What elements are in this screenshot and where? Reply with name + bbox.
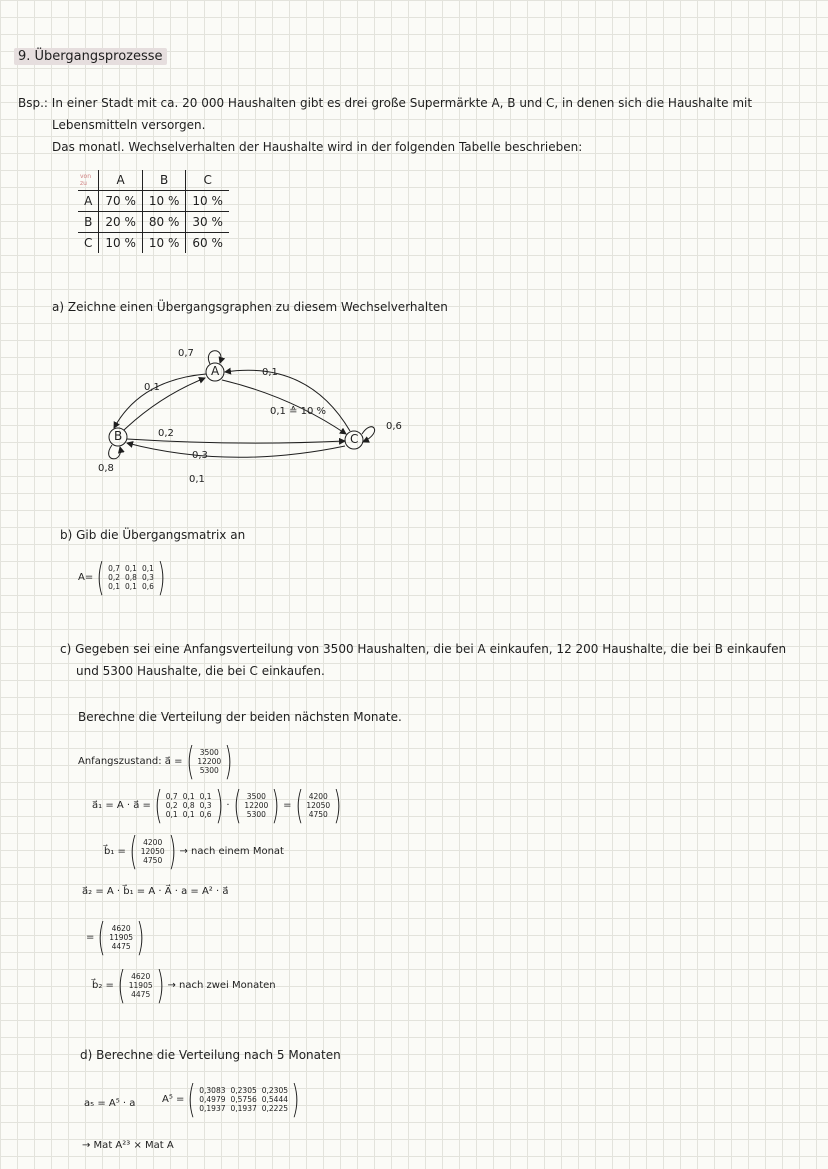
matrix-cell: 0,1937 (199, 1103, 226, 1113)
left-paren: ( (232, 783, 242, 827)
matrix-cell: 0,5444 (261, 1094, 288, 1104)
row-label: C (78, 233, 99, 254)
left-paren: ( (185, 739, 194, 783)
edge-c-b-label: 0,1 (189, 474, 205, 485)
header-b: B (142, 170, 186, 191)
matrix-cell: 0,1 (182, 809, 195, 819)
matrix-cell: 0,6 (199, 809, 212, 819)
intro-line-1: Bsp.: In einer Stadt mit ca. 20 000 Haushalten gibt es drei große Supermärkte A, B und C, in denen sich die Haushalte mit (18, 96, 753, 110)
calc-month-2-result (86, 915, 148, 959)
calc-month-1 (92, 783, 345, 827)
corner-von-label: von (80, 173, 92, 180)
left-paren: ( (187, 1077, 196, 1121)
loop-a-label: 0,7 (178, 348, 194, 359)
table-cell: 10 % (186, 191, 229, 212)
vector-cell: 4200 (308, 791, 328, 801)
table-cell: 70 % (99, 191, 143, 212)
matrix-cell: 0,1 (165, 809, 178, 819)
matrix-cell: 0,7 (108, 563, 120, 573)
edge-b-c (127, 439, 345, 443)
matrix-cell: 0,1 (108, 581, 120, 591)
vector-cell: 4200 (143, 837, 163, 847)
a5-label: A⁵ = (162, 1093, 185, 1105)
vector-cell: 4475 (131, 989, 151, 999)
corner-zu-label: zu (80, 180, 87, 187)
node-b: B (114, 429, 123, 443)
table-cell: 30 % (186, 212, 229, 233)
right-paren: ) (333, 783, 342, 827)
vector-cell: 5300 (199, 765, 219, 775)
right-paren: ) (136, 915, 145, 959)
node-a: A (211, 364, 220, 378)
a5-formula: a₅ = A⁵ · a (84, 1098, 136, 1109)
table-cell: 20 % (99, 212, 143, 233)
table-cell: 10 % (142, 191, 186, 212)
matrix-cell: 0,1 (182, 791, 195, 801)
b2-label: b⃗₂ = (92, 979, 114, 991)
vector-cell: 4620 (111, 923, 131, 933)
right-paren: ) (157, 555, 166, 599)
vector-cell: 11905 (109, 932, 134, 942)
vector-cell: 12050 (306, 800, 331, 810)
b1-vector (104, 829, 284, 873)
edge-b-a-label: 0,2 (158, 428, 174, 439)
b2-vector (92, 963, 276, 1007)
matrix-cell: 0,2305 (261, 1085, 288, 1095)
vector-cell: 4750 (308, 809, 328, 819)
row-label: A (78, 191, 99, 212)
intro-line-2: Lebensmitteln versorgen. (52, 118, 206, 132)
matrix-cell: 0,5756 (230, 1094, 257, 1104)
matrix-cell: 0,1 (199, 791, 212, 801)
left-paren: ( (154, 783, 163, 827)
matrix-cell: 0,1 (125, 581, 137, 591)
table-cell: 60 % (186, 233, 229, 254)
right-paren: ) (271, 783, 280, 827)
dot-operator: · (226, 799, 230, 811)
b1-label: b⃗₁ = (104, 845, 126, 857)
matrix-cell: 0,7 (165, 791, 178, 801)
matrix-cell: 0,8 (182, 800, 195, 810)
matrix-cell: 0,1 (125, 563, 137, 573)
left-paren: ( (97, 915, 106, 959)
matrix-cell: 0,2225 (261, 1103, 288, 1113)
table-cell: 10 % (99, 233, 143, 254)
vector-cell: 12200 (244, 800, 269, 810)
page-title: 9. Übergangsprozesse (14, 48, 167, 65)
node-c: C (350, 432, 359, 446)
vector-cell: 3500 (246, 791, 266, 801)
left-paren: ( (117, 963, 126, 1007)
edge-c-a-label: 0,1 (262, 367, 278, 378)
right-paren: ) (214, 783, 224, 827)
vector-cell: 12200 (197, 756, 222, 766)
right-paren: ) (155, 963, 165, 1007)
matrix-cell: 0,2 (165, 800, 178, 810)
row-label: B (78, 212, 99, 233)
vector-cell: 12050 (140, 846, 165, 856)
part-c-task: Berechne die Verteilung der beiden nächsten Monate. (78, 710, 402, 724)
header-a: A (99, 170, 143, 191)
right-paren: ) (291, 1077, 300, 1121)
vector-cell: 4620 (131, 971, 151, 981)
part-a-heading: a) Zeichne einen Übergangsgraphen zu diesem Wechselverhalten (52, 300, 448, 314)
start-state (78, 739, 236, 783)
calc1-prefix: a⃗₁ = A · a⃗ = (92, 799, 151, 811)
edge-c-b (127, 443, 345, 457)
calc-month-2-line: a⃗₂ = A · b⃗₁ = A · A⃗ · a = A² · a⃗ (82, 886, 229, 897)
equals-sign: = (283, 799, 292, 811)
table-cell: 10 % (142, 233, 186, 254)
edge-c-a (225, 370, 350, 431)
equals-sign: = (86, 931, 95, 943)
loop-c-arrow (362, 427, 375, 442)
right-paren: ) (224, 739, 233, 783)
loop-c-label: 0,6 (386, 421, 402, 432)
b1-note: → nach einem Monat (179, 845, 284, 857)
matrix-cell: 0,4979 (199, 1094, 226, 1104)
left-paren: ( (96, 555, 105, 599)
part-d-heading: d) Berechne die Verteilung nach 5 Monaten (80, 1048, 341, 1062)
loop-b-label: 0,8 (98, 463, 114, 474)
part-b-heading: b) Gib die Übergangsmatrix an (60, 528, 246, 542)
matrix-cell: 0,6 (141, 581, 154, 591)
edge-b-c-label: 0,3 (192, 450, 208, 461)
vector-cell: 3500 (199, 747, 219, 757)
table-cell: 80 % (142, 212, 186, 233)
start-label: Anfangszustand: a⃗ = (78, 755, 183, 767)
part-c-heading-1: c) Gegeben sei eine Anfangsverteilung von 3500 Haushalten, die bei A einkaufen, 12 200 Haushalte, die bei B einkaufen (60, 642, 787, 656)
b2-note: → nach zwei Monaten (167, 979, 276, 991)
matrix-cell: 0,3083 (199, 1085, 226, 1095)
matrix-cell: 0,3 (199, 800, 212, 810)
intro-line-3: Das monatl. Wechselverhalten der Haushalte wird in der folgenden Tabelle beschrieben: (52, 140, 583, 154)
matrix-cell: 0,8 (125, 572, 137, 582)
loop-b-arrow (109, 445, 121, 459)
matrix-cell: 0,1937 (230, 1103, 257, 1113)
header-c: C (186, 170, 229, 191)
matrix-cell: 0,1 (141, 563, 154, 573)
matrix-cell: 0,3 (141, 572, 154, 582)
edge-a-c-label: 0,1 ≙ 10 % (270, 406, 327, 417)
vector-cell: 4475 (111, 941, 131, 951)
left-paren: ( (129, 829, 138, 873)
vector-cell: 5300 (246, 809, 266, 819)
loop-a-arrow (208, 351, 221, 364)
a5-matrix (162, 1077, 303, 1121)
vector-cell: 11905 (128, 980, 153, 990)
right-paren: ) (167, 829, 177, 873)
part-c-heading-2: und 5300 Haushalte, die bei C einkaufen. (76, 664, 325, 678)
edge-b-a (124, 378, 205, 430)
left-paren: ( (294, 783, 303, 827)
calculator-note: → Mat A²³ × Mat A (82, 1140, 174, 1151)
transition-matrix (78, 555, 169, 599)
matrix-cell: 0,2305 (230, 1085, 257, 1095)
edge-a-b-label: 0,1 (144, 382, 160, 393)
matrix-label: A= (78, 571, 94, 583)
vector-cell: 4750 (143, 855, 163, 865)
matrix-cell: 0,2 (108, 572, 120, 582)
